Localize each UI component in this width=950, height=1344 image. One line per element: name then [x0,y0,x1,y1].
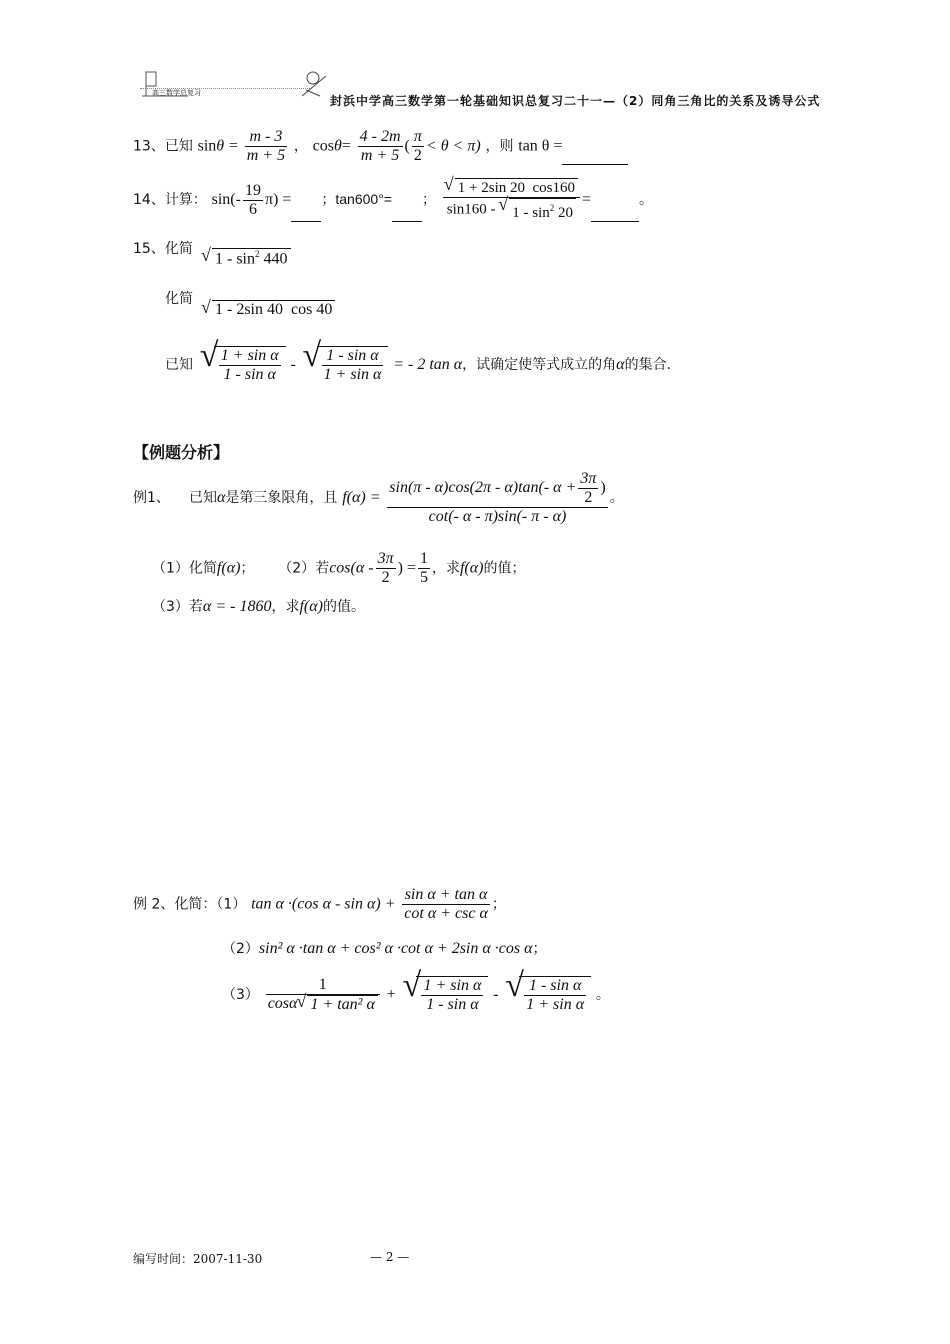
ex2-p3-end: 。 [595,987,610,1003]
ex2-p3: （3） [222,987,259,1003]
ex1-p3-eq: α = - 1860 [202,598,272,615]
q13-lead: 已知 [164,138,193,155]
q14-end: 。 [639,192,654,209]
q15-root-1-text: 1 - sin [215,250,255,268]
q14-a-frac [243,182,263,219]
ex1-p2-fn: 3π [377,550,394,567]
q15-tail: ，试确定使等式成立的角 [462,357,617,373]
q13-eq: = [228,137,238,155]
q15-f2 [322,347,384,384]
ex1-p2-vn: 1 [419,550,428,567]
q14-blank-c[interactable] [591,207,639,222]
footer-date [133,1250,262,1267]
q13-range-mid: < θ < π) [425,137,481,155]
ex2-p3-plus: + [386,986,396,1003]
ex1-p3-tail: ，求 [271,599,300,615]
q14-a-den: 6 [248,200,257,218]
ex2-label: 例 2、化简： [133,896,217,913]
ex2-part-3 [222,976,610,1014]
q13-frac1-num: m - 3 [245,128,287,147]
ex2-p3-den-sqrt: √ 1 + tan² α [307,995,377,1014]
ex1-num [387,470,607,508]
ex1-num-frac-d: 2 [584,489,593,506]
q13-sin: sin [197,137,217,155]
ex2-p1-end: ； [491,896,506,913]
q15-part-3 [165,346,671,384]
ex1-den: cot(- α - π)sin(- π - α) [428,508,567,525]
q14-c-den [443,198,580,222]
q14-c-den-pre: sin160 [446,201,487,218]
q15-lead-1: 化简 [164,241,193,257]
ex2-p2: （2） [222,941,259,957]
ex1-p2-cos: cos(α - [329,559,374,577]
ex1-p2-frac [376,550,396,587]
q15-f1-num: √ 1 + sin α [220,347,279,364]
q15-f2-num: √ 1 - sin α [322,347,384,366]
ex2-p1-expr: tan α ·(cos α - sin α) + [251,895,396,913]
q14-b: tan600°= [335,191,392,208]
question-13 [133,128,628,165]
q15-root-1-sqrt [212,248,291,268]
q15-root-1 [202,248,291,268]
q14-a-num: 19 [244,181,261,199]
ex1-p3: （3）若 [152,599,203,615]
q13-frac2-num: 4 - 2m [359,128,401,145]
q13-pi-num: π [413,128,422,145]
q14-c-num-post: cos160 [532,180,575,197]
example-2 [133,886,506,923]
logo-text: 高三数学总复习 [152,89,201,97]
q14-c-num-pre: 1 + 2sin 20 [457,180,525,197]
question-14 [133,178,653,222]
q15-root-2-text: 1 - 2sin 40 [215,301,283,318]
ex1-mid: 是第三象限角，且 [225,490,338,506]
ex1-part-3 [152,596,365,616]
q14-a-pre: sin(- [211,191,241,209]
q13-eq-2: = [341,137,351,155]
q15-rhs: = - 2 tan α [393,356,463,373]
page-number: — 2 — [370,1250,410,1264]
q14-c-frac [443,178,580,222]
q13-answer-blank[interactable] [562,150,628,165]
ex2-p3-f2-den: 1 + sin α [526,996,585,1013]
footer-date-value: 2007-11-30 [193,1252,263,1266]
footer-date-label: 编写时间： [133,1252,194,1266]
q13-range-frac [412,128,424,165]
decoration-icon [298,68,332,100]
q13-frac2-den: m + 5 [360,147,400,164]
ex1-p3-f: f(α) [299,598,323,615]
q15-root-2 [202,300,335,319]
ex2-p2-end: ； [532,941,547,957]
q13-theta-2: θ [333,137,342,155]
ex1-end: 。 [609,490,624,506]
q15-root-1-end: 440 [263,250,288,268]
q15-root-4 [317,346,389,384]
ex1-p2-vd: 5 [419,569,428,586]
q13-cos: cos [312,137,334,155]
ex1-p2-eq: ) = [397,559,416,577]
q15-f1 [219,347,281,384]
q15-root-2-sqrt [212,300,335,319]
example-1 [133,470,624,526]
q15-root-3 [214,346,286,384]
ex2-p3-den [266,995,380,1014]
ex2-p3-f2-num: √ 1 - sin α [524,977,586,996]
q15-f1-den: 1 - sin α [223,366,276,383]
ex1-p1-f: f(α) [216,559,241,577]
q14-c-den-end: 20 [558,205,573,222]
ex2-p1-frac [402,886,490,923]
q14-c-num [443,178,580,198]
q14-lead: 计算： [164,192,207,209]
q13-frac1-den: m + 5 [246,147,286,164]
ex1-num-frac [578,470,598,507]
q15-lead-2: 化简 [165,291,193,307]
q14-c-den-mid: - [490,201,496,218]
ex2-p1-den: cot α + csc α [404,905,488,922]
ex1-p2-end: 的值； [483,560,526,577]
q14-c-den-sqrt-text: 1 - sin [512,205,550,222]
ex2-p3-f2 [524,977,586,1014]
ex1-frac [387,470,607,526]
header-divider [140,88,310,89]
q15-f2-den: 1 + sin α [323,366,382,383]
ex1-lead: 已知 [189,490,217,506]
ex2-p3-num: 1 [266,976,380,995]
q14-c-eq: = [581,191,592,209]
q15-alpha: α [616,356,625,373]
q14-blank-a[interactable] [291,207,321,222]
q14-c-den-sqrt [509,198,576,222]
q15-number: 15、 [133,241,165,257]
section-title: 【例题分析】 [133,443,230,462]
ex1-p2-val [418,550,430,587]
q13-tan: tan θ = [518,137,563,155]
ex2-p3-f1-den: 1 - sin α [426,996,479,1013]
ex1-f: f(α) = [342,489,381,506]
q13-range-open: ( [404,137,410,155]
ex1-label: 例1、 [133,490,170,506]
q14-a-post: π) = [264,191,292,209]
ex1-alpha: α [217,489,226,506]
ex2-part-2 [222,938,547,958]
ex2-p1: （1） [216,896,247,913]
header-title: 封浜中学高三数学第一轮基础知识总复习二十一—（2）同角三角比的关系及诱导公式 [330,94,821,108]
ex2-p3-den-pre: cosα [267,995,298,1013]
q13-theta: θ [216,137,225,155]
q15-lead-3: 已知 [165,357,193,373]
ex2-p3-f1-num: √ 1 + sin α [423,977,482,994]
q13-then: ，则 [485,138,514,155]
q15-tail-2: 的集合. [624,357,672,373]
q13-comma: ， [293,138,308,155]
ex1-num-frac-n: 3π [580,470,597,487]
ex2-p3-root-1 [416,976,488,1014]
ex2-p3-minus: - [493,986,499,1003]
ex1-p1-sep: ； [240,560,255,577]
q14-sep2: ； [421,192,436,209]
q14-c-den-sup: 2 [549,203,555,214]
ex1-p1: （1）化简 [152,560,217,577]
ex2-p3-f1 [421,977,483,1014]
q15-root-1-sup: 2 [255,249,260,259]
q14-sep1: ； [321,192,336,209]
q14-blank-b[interactable] [392,207,422,222]
q13-pi-den: 2 [413,147,422,164]
q15-root-2-end: cos 40 [291,301,333,318]
q13-frac-2 [358,128,403,165]
ex2-p1-num: sin α + tan α [402,886,490,905]
q13-frac-1 [245,128,287,165]
q14-number: 14、 [133,192,165,209]
ex1-num-pre: sin(π - α)cos(2π - α)tan(- α + [389,479,577,497]
ex2-p2-expr: sin² α ·tan α + cos² α ·cot α + 2sin α ·cos α [258,940,533,957]
ex1-p2-f: f(α) [459,559,484,577]
ex1-p2: （2）若 [278,560,330,577]
q15-minus: - [290,356,296,373]
ex1-p3-end: 的值。 [322,599,365,615]
ex2-p3-frac [266,976,380,1014]
q13-number: 13、 [133,138,165,155]
question-15 [133,238,193,258]
ex2-p3-root-2 [519,976,591,1014]
q14-c-num-sqrt [455,178,578,197]
ex1-num-post: ) [600,479,606,497]
ex1-parts-1-2 [152,550,525,587]
ex1-p2-fd: 2 [381,569,390,586]
ex1-p2-tail: ，求 [431,560,460,577]
